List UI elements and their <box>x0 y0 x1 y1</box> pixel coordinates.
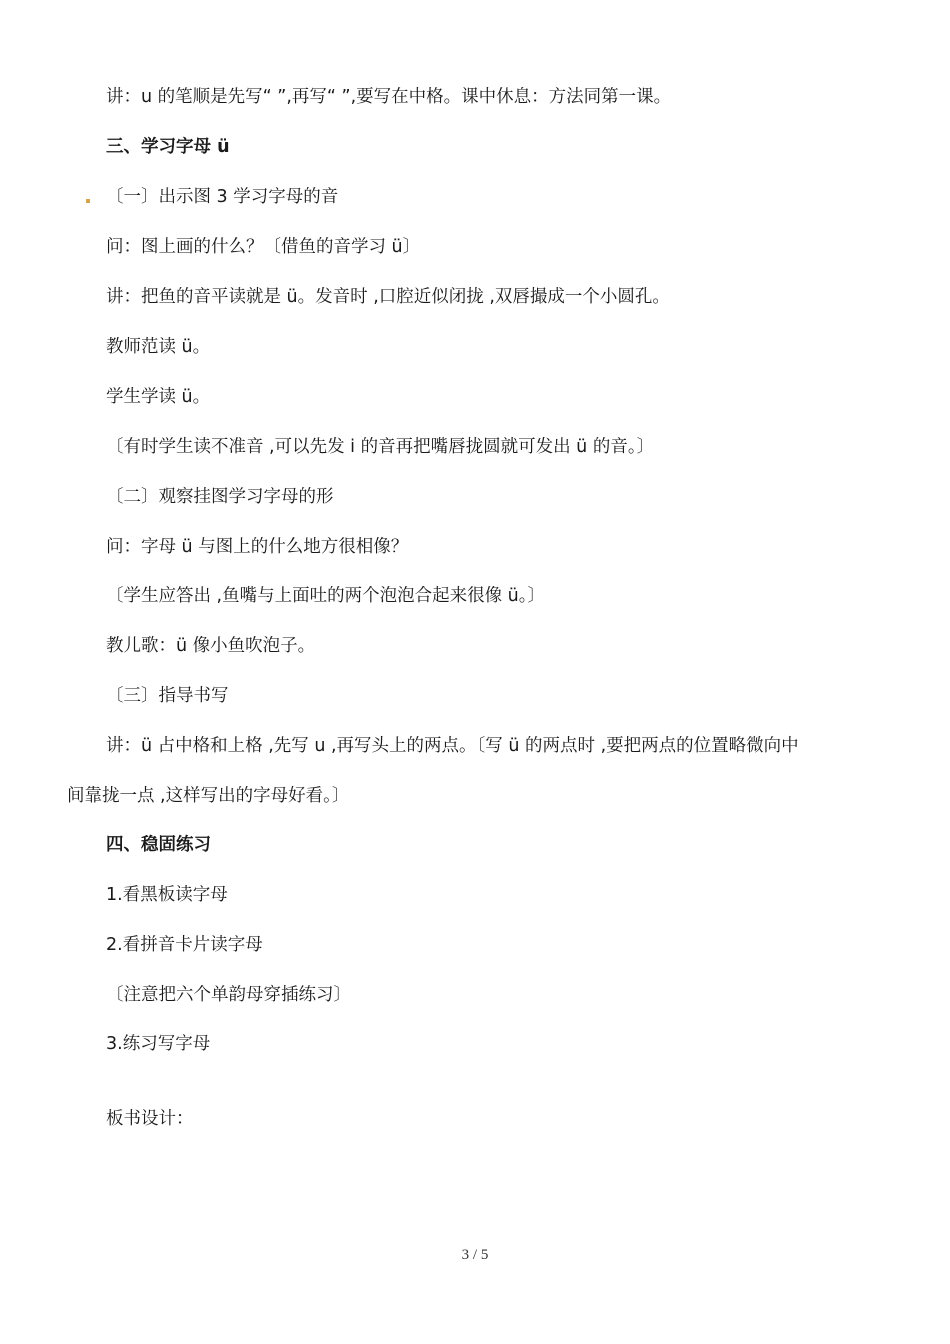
section-heading-4: 四、稳固练习 <box>106 835 211 855</box>
bullet-marker <box>86 199 90 203</box>
practice-item-3: 3.练习写字母 <box>106 1034 211 1054</box>
subheading-2: 〔二〕观察挂图学习字母的形 <box>106 487 334 507</box>
page-number: 3 / 5 <box>461 1247 489 1263</box>
paragraph-student-read: 学生学读 ü。 <box>106 387 211 407</box>
practice-item-2: 2.看拼音卡片读字母 <box>106 935 263 955</box>
paragraph-stroke-order: 讲：u 的笔顺是先写“ ”,再写“ ”,要写在中格。课中休息：方法同第一课。 <box>106 87 672 107</box>
paragraph-question-2: 问：字母 ü 与图上的什么地方很相像？ <box>106 537 409 557</box>
practice-note: 〔注意把六个单韵母穿插练习〕 <box>106 985 351 1005</box>
paragraph-note-1: 〔有时学生读不准音 ,可以先发 i 的音再把嘴唇拢圆就可发出 ü 的音。〕 <box>106 437 655 457</box>
subheading-3: 〔三〕指导书写 <box>106 686 229 706</box>
section-heading-3: 三、学习字母 ü <box>106 137 230 157</box>
paragraph-question-1: 问：图上画的什么？〔借鱼的音学习 ü〕 <box>106 237 421 257</box>
paragraph-writing-1: 讲：ü 占中格和上格 ,先写 u ,再写头上的两点。〔写 ü 的两点时 ,要把两点的位置略微向中 <box>106 736 799 756</box>
paragraph-rhyme: 教儿歌：ü 像小鱼吹泡子。 <box>106 636 316 656</box>
subheading-1: 〔一〕出示图 3 学习字母的音 <box>106 187 339 207</box>
paragraph-note-2: 〔学生应答出 ,鱼嘴与上面吐的两个泡泡合起来很像 ü。〕 <box>106 586 546 606</box>
board-design-label: 板书设计： <box>106 1109 194 1129</box>
paragraph-teacher-read: 教师范读 ü。 <box>106 337 211 357</box>
paragraph-explain-1: 讲：把鱼的音平读就是 ü。发音时 ,口腔近似闭拢 ,双唇撮成一个小圆孔。 <box>106 287 670 307</box>
paragraph-writing-2: 间靠拢一点 ,这样写出的字母好看。〕 <box>67 786 350 806</box>
practice-item-1: 1.看黑板读字母 <box>106 885 228 905</box>
